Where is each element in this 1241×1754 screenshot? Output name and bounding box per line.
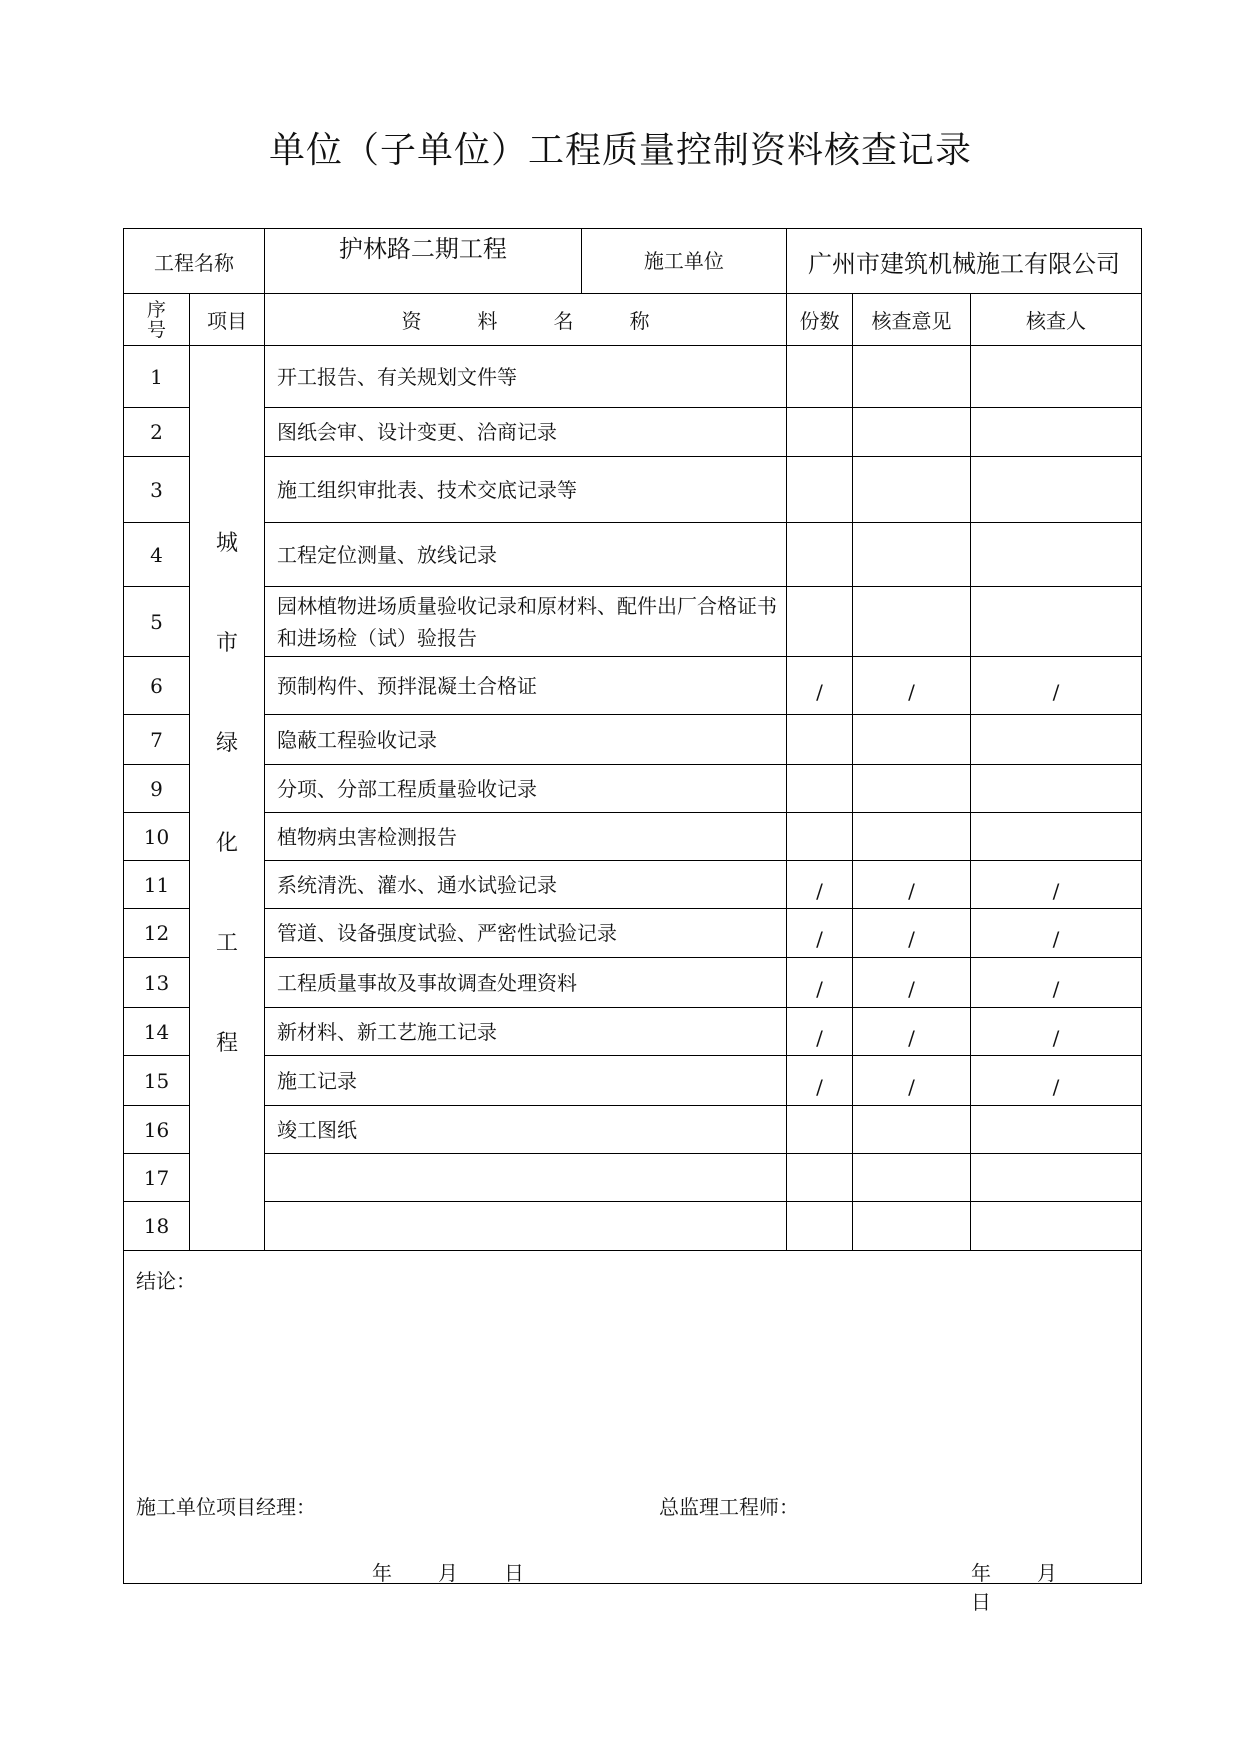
row-checker[interactable]: /	[971, 861, 1142, 909]
table-row	[124, 457, 1142, 523]
row-copies[interactable]	[787, 1202, 853, 1251]
row-doc-name[interactable]: 竣工图纸	[265, 1106, 787, 1154]
row-copies[interactable]: /	[787, 958, 853, 1008]
category-char: 程	[215, 1031, 238, 1056]
col-checker: 核查人	[971, 294, 1142, 346]
row-checker[interactable]	[971, 408, 1142, 457]
row-seq: 14	[124, 1008, 190, 1056]
row-opinion[interactable]	[853, 523, 971, 587]
row-checker[interactable]	[971, 715, 1142, 765]
col-opinion: 核查意见	[853, 294, 971, 346]
row-checker[interactable]	[971, 765, 1142, 813]
supervisor-date	[948, 1557, 1141, 1615]
pm-signature-label: 施工单位项目经理：	[136, 1495, 316, 1519]
column-header-row	[124, 294, 1142, 346]
table-row	[124, 813, 1142, 861]
col-copies: 份数	[787, 294, 853, 346]
row-seq: 1	[124, 346, 190, 408]
row-seq: 10	[124, 813, 190, 861]
row-copies[interactable]	[787, 765, 853, 813]
row-opinion[interactable]	[853, 346, 971, 408]
day-label: 日	[504, 1561, 524, 1585]
category-cell	[190, 346, 265, 1251]
row-seq: 17	[124, 1154, 190, 1202]
row-seq: 16	[124, 1106, 190, 1154]
row-seq: 5	[124, 587, 190, 657]
contractor-label: 施工单位	[581, 229, 786, 293]
row-copies[interactable]	[787, 408, 853, 457]
row-copies[interactable]: /	[787, 1056, 853, 1106]
table-row	[124, 1154, 1142, 1202]
category-char: 工	[215, 931, 238, 956]
row-seq: 12	[124, 909, 190, 958]
row-checker[interactable]	[971, 813, 1142, 861]
row-doc-name[interactable]: 施工记录	[265, 1056, 787, 1106]
row-checker[interactable]: /	[971, 909, 1142, 958]
table-row	[124, 523, 1142, 587]
row-checker[interactable]	[971, 346, 1142, 408]
category-char: 市	[215, 631, 238, 656]
project-name-value[interactable]	[265, 229, 787, 294]
table-row	[124, 1106, 1142, 1154]
row-checker[interactable]	[971, 1154, 1142, 1202]
year-label: 年	[372, 1561, 392, 1585]
row-seq: 7	[124, 715, 190, 765]
row-opinion[interactable]	[853, 1202, 971, 1251]
row-seq: 4	[124, 523, 190, 587]
row-copies[interactable]: /	[787, 909, 853, 958]
row-copies[interactable]	[787, 1154, 853, 1202]
col-doc-name	[265, 294, 787, 346]
conclusion-label: 结论：	[136, 1269, 196, 1293]
row-opinion[interactable]	[853, 715, 971, 765]
row-copies[interactable]: /	[787, 1008, 853, 1056]
row-opinion[interactable]	[853, 1154, 971, 1202]
row-checker[interactable]: /	[971, 1056, 1142, 1106]
table-row	[124, 1056, 1142, 1106]
row-checker[interactable]	[971, 587, 1142, 657]
row-checker[interactable]	[971, 457, 1142, 523]
row-doc-name[interactable]: 开工报告、有关规划文件等	[265, 346, 787, 408]
table-row	[124, 958, 1142, 1008]
row-seq: 9	[124, 765, 190, 813]
row-opinion[interactable]	[853, 408, 971, 457]
row-opinion[interactable]	[853, 765, 971, 813]
col-doc-name-char: 资	[401, 309, 422, 333]
row-opinion[interactable]: /	[853, 1008, 971, 1056]
row-checker[interactable]: /	[971, 1008, 1142, 1056]
row-doc-name[interactable]: 系统清洗、灌水、通水试验记录	[265, 861, 787, 909]
row-doc-name[interactable]: 图纸会审、设计变更、洽商记录	[265, 408, 787, 457]
row-checker[interactable]: /	[971, 657, 1142, 715]
pm-date	[349, 1557, 547, 1586]
table-row	[124, 861, 1142, 909]
col-doc-name-char: 称	[629, 309, 650, 333]
row-opinion[interactable]: /	[853, 909, 971, 958]
table-row	[124, 346, 1142, 408]
row-copies[interactable]: /	[787, 657, 853, 715]
rows-body	[124, 346, 1142, 1251]
row-copies[interactable]	[787, 1106, 853, 1154]
row-copies[interactable]	[787, 457, 853, 523]
row-seq: 3	[124, 457, 190, 523]
row-seq: 13	[124, 958, 190, 1008]
project-name-label: 工程名称	[124, 229, 265, 294]
contractor-value[interactable]: 广州市建筑机械施工有限公司	[787, 229, 1142, 294]
table-row	[124, 657, 1142, 715]
header-row	[124, 229, 1142, 294]
row-seq: 2	[124, 408, 190, 457]
month-label: 月	[1037, 1561, 1057, 1585]
row-doc-name[interactable]	[265, 1202, 787, 1251]
conclusion-cell[interactable]	[124, 1251, 1142, 1614]
row-copies[interactable]: /	[787, 861, 853, 909]
row-opinion[interactable]: /	[853, 657, 971, 715]
row-doc-name[interactable]: 工程质量事故及事故调查处理资料	[265, 958, 787, 1008]
month-label: 月	[438, 1561, 458, 1585]
row-opinion[interactable]: /	[853, 861, 971, 909]
row-opinion[interactable]	[853, 1106, 971, 1154]
row-opinion[interactable]: /	[853, 1056, 971, 1106]
row-seq: 15	[124, 1056, 190, 1106]
inspection-table	[123, 228, 1142, 1614]
col-doc-name-char: 名	[553, 309, 574, 333]
row-doc-name[interactable]: 新材料、新工艺施工记录	[265, 1008, 787, 1056]
col-doc-name-char: 料	[477, 309, 498, 333]
row-opinion[interactable]	[853, 813, 971, 861]
row-opinion[interactable]	[853, 457, 971, 523]
row-doc-name[interactable]: 园林植物进场质量验收记录和原材料、配件出厂合格证书和进场检（试）验报告	[265, 587, 787, 657]
table-row	[124, 909, 1142, 958]
row-copies[interactable]	[787, 813, 853, 861]
row-seq: 6	[124, 657, 190, 715]
category-char: 城	[215, 531, 238, 556]
col-seq	[124, 294, 190, 346]
row-checker[interactable]	[971, 1202, 1142, 1251]
row-copies[interactable]	[787, 715, 853, 765]
row-seq: 11	[124, 861, 190, 909]
row-doc-name[interactable]: 隐蔽工程验收记录	[265, 715, 787, 765]
table-row	[124, 765, 1142, 813]
col-seq-top: 序	[146, 298, 166, 321]
row-doc-name[interactable]: 工程定位测量、放线记录	[265, 523, 787, 587]
row-opinion[interactable]	[853, 587, 971, 657]
supervisor-signature-label: 总监理工程师：	[659, 1495, 799, 1519]
category-char: 化	[215, 831, 238, 856]
conclusion-row	[124, 1251, 1142, 1584]
row-copies[interactable]	[787, 346, 853, 408]
table-row	[124, 1008, 1142, 1056]
row-checker[interactable]	[971, 523, 1142, 587]
row-opinion[interactable]: /	[853, 958, 971, 1008]
col-item: 项目	[190, 294, 265, 346]
page-title: 单位（子单位）工程质量控制资料核查记录	[268, 130, 972, 171]
table-row	[124, 587, 1142, 657]
row-doc-name[interactable]: 分项、分部工程质量验收记录	[265, 765, 787, 813]
row-seq: 18	[124, 1202, 190, 1251]
row-doc-name[interactable]: 植物病虫害检测报告	[265, 813, 787, 861]
row-doc-name[interactable]: 预制构件、预拌混凝土合格证	[265, 657, 787, 715]
row-doc-name[interactable]: 管道、设备强度试验、严密性试验记录	[265, 909, 787, 958]
col-seq-bottom: 号	[146, 318, 166, 341]
table-row	[124, 408, 1142, 457]
row-copies[interactable]	[787, 587, 853, 657]
project-name-text: 护林路二期工程	[338, 235, 507, 263]
row-checker[interactable]	[971, 1106, 1142, 1154]
row-checker[interactable]: /	[971, 958, 1142, 1008]
year-label: 年	[971, 1561, 991, 1585]
row-copies[interactable]	[787, 523, 853, 587]
category-char: 绿	[215, 731, 238, 756]
table-row	[124, 1202, 1142, 1251]
day-label: 日	[971, 1590, 991, 1614]
row-doc-name[interactable]	[265, 1154, 787, 1202]
row-doc-name[interactable]: 施工组织审批表、技术交底记录等	[265, 457, 787, 523]
table-row	[124, 715, 1142, 765]
